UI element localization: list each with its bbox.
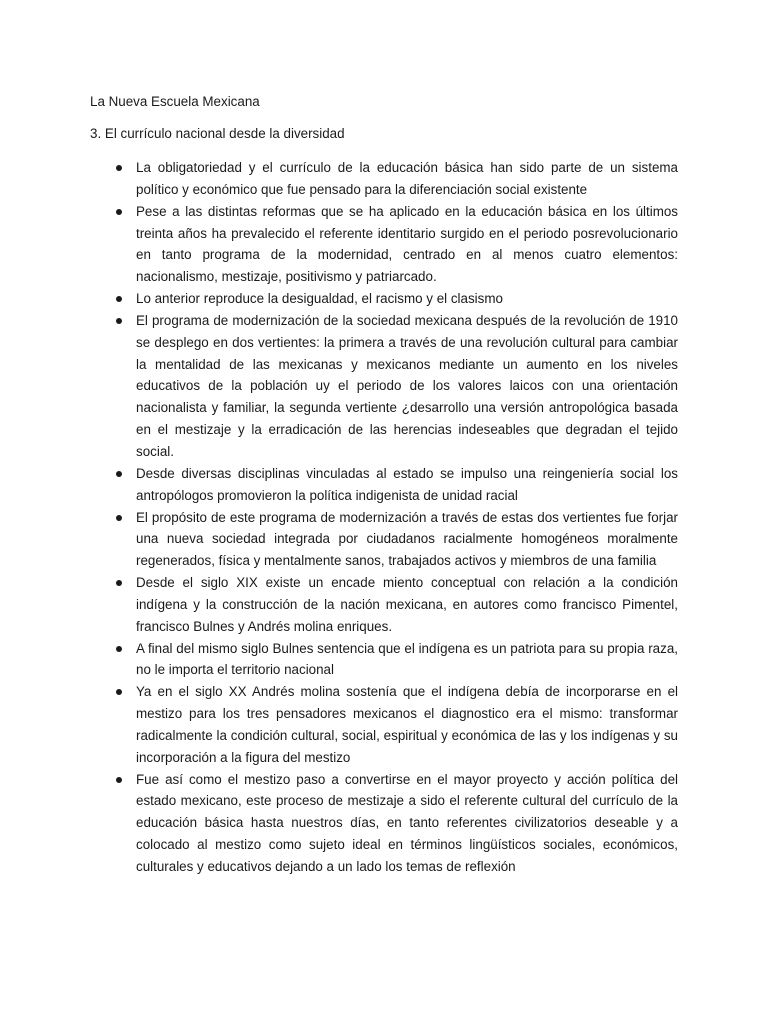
list-item [90,638,678,682]
bullet-icon [116,209,122,215]
list-item [90,157,678,201]
list-item-text: La obligatoriedad y el currículo de la educación básica han sido parte de un sistema político y económico que fue pensado para la diferenciación social existente [136,160,678,197]
section-heading: 3. El currículo nacional desde la diversidad [90,126,345,141]
bullet-list [90,157,678,878]
bullet-icon [116,646,122,652]
list-item [90,681,678,768]
list-item-text: Fue así como el mestizo paso a convertirse en el mayor proyecto y acción política del estado mexicano, este proceso de mestizaje a sido el referente cultural del currículo de la educación básica hasta nuestros días, en tanto referentes civilizatorios deseable y a colocado al mestizo como sujeto ideal en términos lingüísticos sociales, económicos, culturales y educativos dejando a un lado los temas de reflexión [136,771,678,874]
list-item-text: Ya en el siglo XX Andrés molina sostenía que el indígena debía de incorporarse en el mestizo para los tres pensadores mexicanos el diagnostico era el mismo: transformar radicalmente la condición cultural, social, espiritual y económica de las y los indígenas y su incorporación a la figura del mestizo [136,684,678,765]
bullet-icon [116,296,122,302]
list-item [90,288,678,310]
list-item-text: Lo anterior reproduce la desigualdad, el racismo y el clasismo [136,291,503,307]
list-item-text: El propósito de este programa de modernización a través de estas dos vertientes fue forjar una nueva sociedad integrada por ciudadanos racialmente homogéneos moralmente regenerados, física y mentalmente sanos, trabajados activos y miembros de una familia [136,509,678,569]
bullet-icon [116,580,122,586]
list-item-text: El programa de modernización de la sociedad mexicana después de la revolución de 1910 se desplego en dos vertientes: la primera a través de una revolución cultural para cambiar la mentalidad de las mexicanas y mexicanos mediante un aumento en los niveles educativos de la población uy el periodo de los valores laicos con una orientación nacionalista y familiar, la segunda vertiente ¿desarrollo una versión antropológica basada en el mestizaje y la erradicación de las herencias indeseables que degradan el tejido social. [136,312,678,459]
bullet-icon [116,165,122,171]
list-item [90,463,678,507]
list-item [90,572,678,638]
list-item-text: Pese a las distintas reformas que se ha aplicado en la educación básica en los últimos treinta años ha prevalecido el referente identitario surgido en el periodo posrevolucionario en tanto programa de la modernidad, centrado en al menos cuatro elementos: nacionalismo, mestizaje, positivismo y patriarcado. [136,203,678,285]
list-item-text: Desde diversas disciplinas vinculadas al estado se impulso una reingeniería social los antropólogos promovieron la política indigenista de unidad racial [136,465,678,503]
list-item-text: Desde el siglo XIX existe un encade miento conceptual con relación a la condición indígena y la construcción de la nación mexicana, en autores como francisco Pimentel, francisco Bulnes y Andrés molina enriques. [136,575,678,634]
list-item-text: A final del mismo siglo Bulnes sentencia que el indígena es un patriota para su propia raza, no le importa el territorio nacional [136,640,678,678]
bullet-icon [116,689,122,695]
bullet-icon [116,515,122,521]
list-item [90,769,678,878]
bullet-icon [116,777,122,783]
list-item [90,507,678,573]
list-item [90,310,678,463]
bullet-icon [116,471,122,477]
list-item [90,201,678,288]
document-title: La Nueva Escuela Mexicana [90,94,260,109]
bullet-icon [116,318,122,324]
